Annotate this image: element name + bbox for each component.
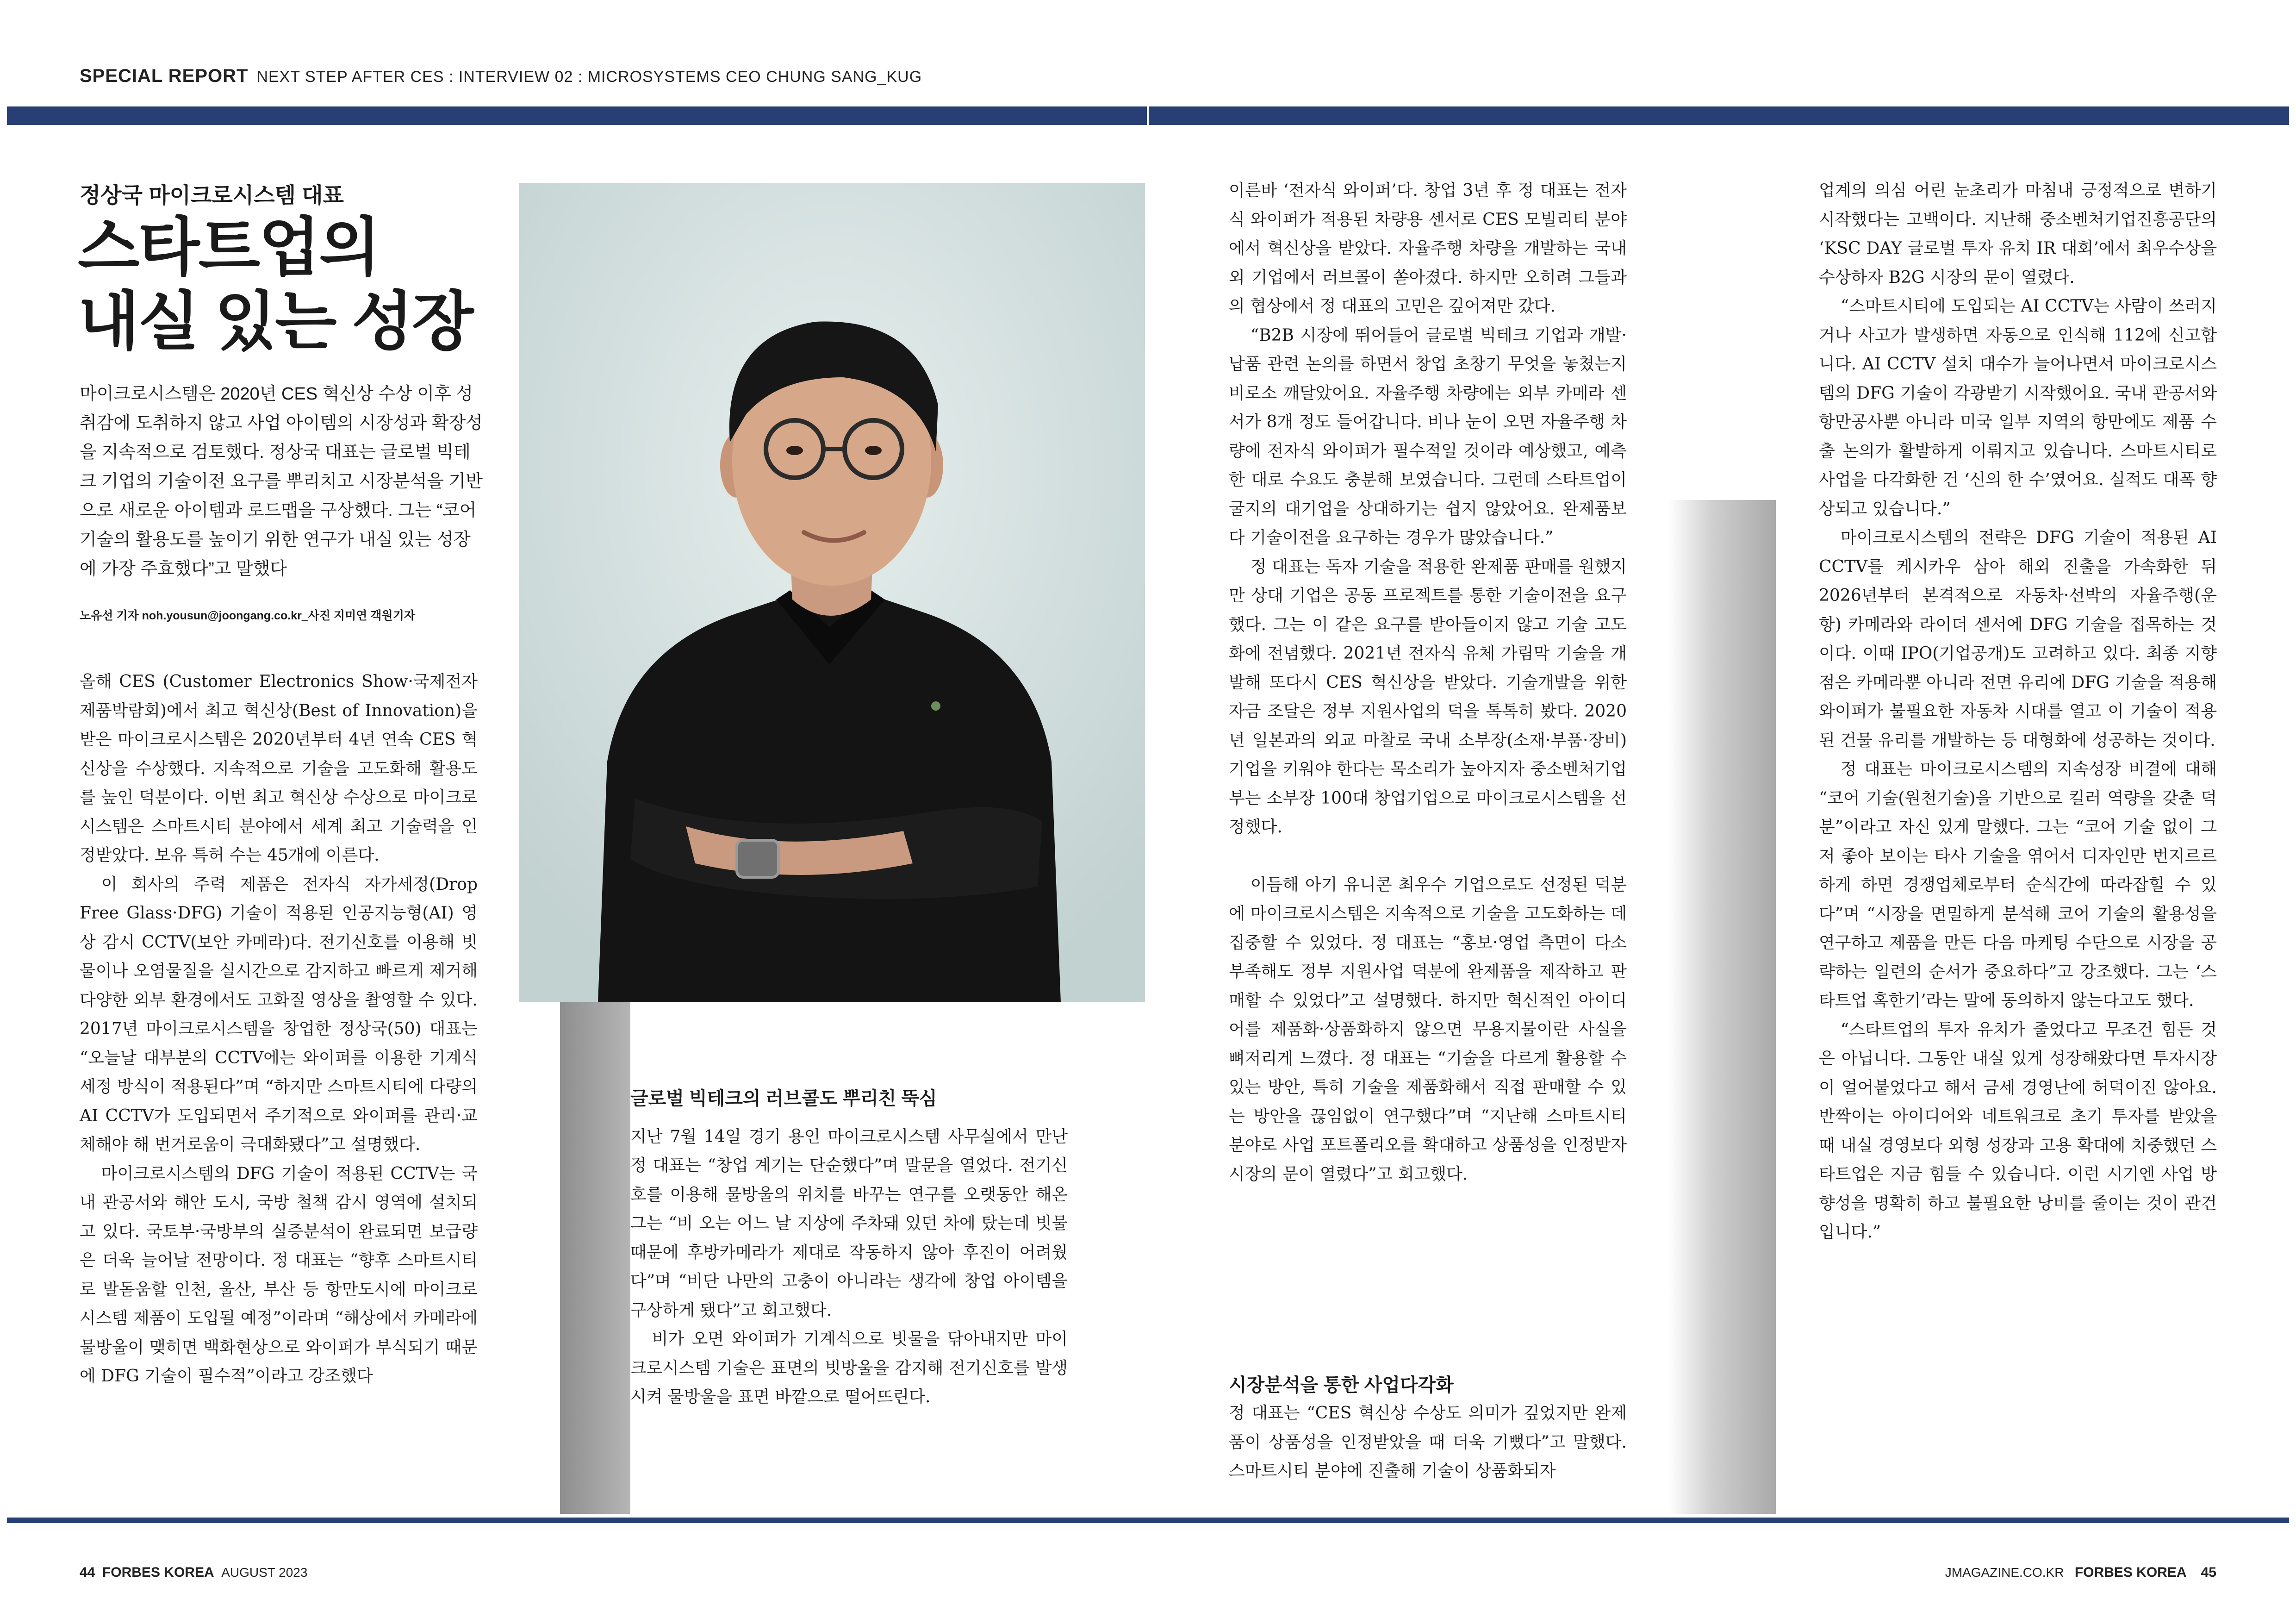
issue-date: AUGUST 2023 bbox=[221, 1565, 308, 1580]
paragraph: 마이크로시스템의 DFG 기술이 적용된 CCTV는 국내 관공서와 해안 도시, 국방 철책 감시 영역에 설치되고 있다. 국토부·국방부의 실증분석이 완료되면 보급량은 더욱 늘어날 전망이다. 정 대표는 “향후 스마트시티로 발돋움할 인천, 울산, 부산 등 항만도시에 마이크로시스템 제품이 도입될 예정”이라며 “해상에서 카메라에 물방울이 맺히면 백화현상으로 와이퍼가 부식되기 때문에 DFG 기술이 필수적”이라고 강조했다 bbox=[80, 1164, 478, 1386]
paragraph: 이듬해 아기 유니콘 최우수 기업으로도 선정된 덕분에 마이크로시스템은 지속적으로 기술을 고도화하는 데 집중할 수 있었다. 정 대표는 “홍보·영업 측면이 다소 부족해도 정부 지원사업 덕분에 완제품을 제작하고 판매할 수 있었다”고 설명했다. 하지만 혁신적인 아이디어를 제품화·상품화하지 않으면 무용지물이란 사실을 뼈저리게 느꼈다. 정 대표는 “기술을 다르게 활용할 수 있는 방안, 특히 기술을 제품화해서 직접 판매할 수 있는 방안을 끊임없이 연구했다”며 “지난해 스마트시티 분야로 사업 포트폴리오를 확대하고 상품성을 인정받자 시장의 문이 열렸다”고 회고했다. bbox=[1229, 875, 1627, 1184]
headline-line-2: 내실 있는 성장 bbox=[78, 286, 473, 357]
byline: 노유선 기자 noh.yousun@joongang.co.kr_사진 지미연 객원기자 bbox=[80, 609, 415, 622]
paragraph: 업계의 의심 어린 눈초리가 마침내 긍정적으로 변하기 시작했다는 고백이다. 지난해 중소벤처기업진흥공단의 ‘KSC DAY 글로벌 투자 유치 IR 대회’에서 최우수상을 수상하자 B2G 시장의 문이 열렸다. bbox=[1819, 181, 2217, 287]
page-number-left: 44 bbox=[80, 1565, 95, 1580]
paragraph: 이 회사의 주력 제품은 전자식 자가세정(Drop Free Glass·DFG) 기술이 적용된 인공지능형(AI) 영상 감시 CCTV(보안 카메라)다. 전기신호를 이용해 빗물이나 오염물질을 실시간으로 감지하고 빠르게 제거해 다양한 외부 환경에서도 고화질 영상을 촬영할 수 있다. 2017년 마이크로시스템을 창업한 정상국(50) 대표는 “오늘날 대부분의 CCTV에는 와이퍼를 이용한 기계식 세정 방식이 적용된다”며 “하지만 스마트시티에 다량의 AI CCTV가 도입되면서 주기적으로 와이퍼를 관리·교체해야 해 번거로움이 극대화됐다”고 설명했다. bbox=[80, 874, 478, 1154]
subheading: 시장분석을 통한 사업다각화 bbox=[1229, 1375, 1454, 1395]
paragraph: 정 대표는 “CES 혁신상 수상도 의미가 깊었지만 완제품이 상품성을 인정받았을 때 더욱 기뻤다”고 말했다.스마트시티 분야에 진출해 기술이 상품화되자 bbox=[1229, 1404, 1627, 1480]
bottom-rule bbox=[7, 1518, 2289, 1523]
headline bbox=[78, 211, 473, 359]
spine-gap bbox=[1147, 106, 1149, 125]
paragraph: 이른바 ‘전자식 와이퍼’다. 창업 3년 후 정 대표는 전자식 와이퍼가 적용된 차량용 센서로 CES 모빌리티 분야에서 혁신상을 받았다. 자율주행 차량을 개발하는 국내외 기업에서 러브콜이 쏟아졌다. 하지만 오히려 그들과의 협상에서 정 대표의 고민은 깊어져만 갔다. bbox=[1229, 181, 1627, 316]
grey-accent-bar bbox=[560, 1002, 630, 1514]
series-label: NEXT STEP AFTER CES : INTERVIEW 02 : MICROSYSTEMS CEO CHUNG SANG_KUG bbox=[256, 68, 922, 86]
portrait-photo bbox=[519, 183, 1145, 1002]
magazine-name-right: FORBES KOREA bbox=[2074, 1565, 2187, 1580]
paragraph: “B2B 시장에 뛰어들어 글로벌 빅테크 기업과 개발·납품 관련 논의를 하면서 창업 초창기 무엇을 놓쳤는지 비로소 깨달았어요. 자율주행 차량에는 외부 카메라 센서가 8개 정도 들어갑니다. 비나 눈이 오면 자율주행 차량에 전자식 와이퍼가 필수적일 것이라 예상했고, 예측한 대로 수요도 충분해 보였습니다. 그런데 스타트업이 굴지의 대기업을 상대하기는 쉽지 않았어요. 완제품보다 기술이전을 요구하는 경우가 많았습니다.” bbox=[1229, 325, 1627, 547]
section-label: SPECIAL REPORT bbox=[80, 66, 249, 86]
footer-left bbox=[80, 1565, 307, 1580]
paragraph: “스타트업의 투자 유치가 줄었다고 무조건 힘든 것은 아닙니다. 그동안 내실 있게 성장해왔다면 투자시장이 얼어붙었다고 해서 금세 경영난에 허덕이진 않아요. 반짝이는 아이디어와 네트워크로 초기 투자를 받았을 때 내실 경영보다 외형 성장과 고용 확대에 치중했던 스타트업은 지금 힘들 수 있습니다. 이런 시기엔 사업 방향성을 명확히 하고 불필요한 낭비를 줄이는 것이 관건입니다.” bbox=[1819, 1020, 2217, 1242]
running-header bbox=[80, 66, 922, 87]
column-1 bbox=[80, 668, 478, 1391]
portrait-illustration bbox=[519, 183, 1145, 1002]
paragraph: 비가 오면 와이퍼가 기계식으로 빗물을 닦아내지만 마이크로시스템 기술은 표면의 빗방울을 감지해 전기신호를 발생시켜 물방울을 표면 바깥으로 떨어뜨린다. bbox=[630, 1330, 1068, 1406]
paragraph: “스마트시티에 도입되는 AI CCTV는 사람이 쓰러지거나 사고가 발생하면 자동으로 인식해 112에 신고합니다. AI CCTV 설치 대수가 늘어나면서 마이크로시스템의 DFG 기술이 각광받기 시작했어요. 국내 관공서와 항만공사뿐 아니라 미국 일부 지역의 항만에도 제품 수출 논의가 활발하게 이뤄지고 있습니다. 스마트시티로 사업을 다각화한 건 ‘신의 한 수’였어요. 실적도 대폭 향상되고 있습니다.” bbox=[1819, 297, 2217, 518]
website: JMAGAZINE.CO.KR bbox=[1945, 1565, 2064, 1580]
kicker: 정상국 마이크로시스템 대표 bbox=[80, 183, 344, 207]
paragraph: 마이크로시스템의 전략은 DFG 기술이 적용된 AI CCTV를 케시카우 삼아 해외 진출을 가속화한 뒤 2026년부터 본격적으로 자동차·선박의 자율주행(운항) 카메라와 라이더 센서에 DFG 기술을 접목하는 것이다. 이때 IPO(기업공개)도 고려하고 있다. 최종 지향점은 카메라뿐 아니라 전면 유리에 DFG 기술을 적용해 와이퍼가 불필요한 자동차 시대를 열고 이 기술이 적용된 건물 유리를 개발하는 등 대형화에 성공하는 것이다. bbox=[1819, 528, 2217, 750]
paragraph: 정 대표는 마이크로시스템의 지속성장 비결에 대해 “코어 기술(원천기술)을 기반으로 킬러 역량을 갖춘 덕분”이라고 자신 있게 말했다. 그는 “코어 기술 없이 그저 좋아 보이는 타사 기술을 엮어서 디자인만 번지르르하게 하면 경쟁업체로부터 순식간에 따라잡힐 수 있다”며 “시장을 면밀하게 분석해 코어 기술의 활용성을 연구하고 제품을 만든 다음 마케팅 수단으로 시장을 공략하는 일련의 순서가 중요하다”고 강조했다. 그는 ‘스타트업 혹한기’라는 말에 동의하지 않는다고도 했다. bbox=[1819, 760, 2217, 1010]
column-3-continued bbox=[1229, 1399, 1627, 1486]
subheading: 글로벌 빅테크의 러브콜도 뿌리친 뚝심 bbox=[630, 1088, 937, 1109]
headline-line-1: 스타트업의 bbox=[78, 212, 380, 283]
lead-paragraph: 마이크로시스템은 2020년 CES 혁신상 수상 이후 성취감에 도취하지 않고 사업 아이템의 시장성과 확장성을 지속적으로 검토했다. 정상국 대표는 글로벌 빅테크 기업의 기술이전 요구를 뿌리치고 시장분석을 기반으로 새로운 아이템과 로드맵을 구상했다. 그는 “코어 기술의 활용도를 높이기 위한 연구가 내실 있는 성장에 가장 주효했다”고 말했다 bbox=[80, 384, 483, 579]
magazine-name-left: FORBES KOREA bbox=[102, 1565, 214, 1580]
page-number-right: 45 bbox=[2201, 1565, 2216, 1580]
paragraph: 정 대표는 독자 기술을 적용한 완제품 판매를 원했지만 상대 기업은 공동 프로젝트를 통한 기술이전을 요구했다. 그는 이 같은 요구를 받아들이지 않고 기술 고도화에 전념했다. 2021년 전자식 유체 가림막 기술을 개발해 또다시 CES 혁신상을 받았다. 기술개발을 위한 자금 조달은 정부 지원사업의 덕을 톡톡히 봤다. 2020년 일본과의 외교 마찰로 국내 소부장(소재·부품·장비) 기업을 키워야 한다는 목소리가 높아지자 중소벤처기업부는 소부장 100대 창업기업으로 마이크로시스템을 선정했다. bbox=[1229, 557, 1627, 837]
paragraph: 올해 CES (Customer Electronics Show·국제전자제품박람회)에서 최고 혁신상(Best of Innovation)을 받은 마이크로시스템은 2020년부터 4년 연속 CES 혁신상을 수상했다. 지속적으로 기술을 고도화해 활용도를 높인 덕분이다. 이번 최고 혁신상 수상으로 마이크로시스템은 스마트시티 분야에서 세계 최고 기술력을 인정받았다. 보유 특허 수는 45개에 이른다. bbox=[80, 672, 478, 865]
grey-gradient-bar bbox=[1668, 500, 1776, 1514]
column-2 bbox=[630, 1084, 1068, 1412]
footer-right bbox=[1945, 1565, 2216, 1580]
column-3 bbox=[1229, 176, 1627, 1189]
paragraph: 지난 7월 14일 경기 용인 마이크로시스템 사무실에서 만난 정 대표는 “창업 계기는 단순했다”며 말문을 열었다. 전기신호를 이용해 물방울의 위치를 바꾸는 연구를 오랫동안 해온 그는 “비 오는 어느 날 지상에 주차돼 있던 차에 탔는데 빗물 때문에 후방카메라가 제대로 작동하지 않아 후진이 어려웠다”며 “비단 나만의 고충이 아니라는 생각에 창업 아이템을 구상하게 됐다”고 회고했다. bbox=[630, 1127, 1068, 1320]
column-4 bbox=[1819, 176, 2217, 1247]
